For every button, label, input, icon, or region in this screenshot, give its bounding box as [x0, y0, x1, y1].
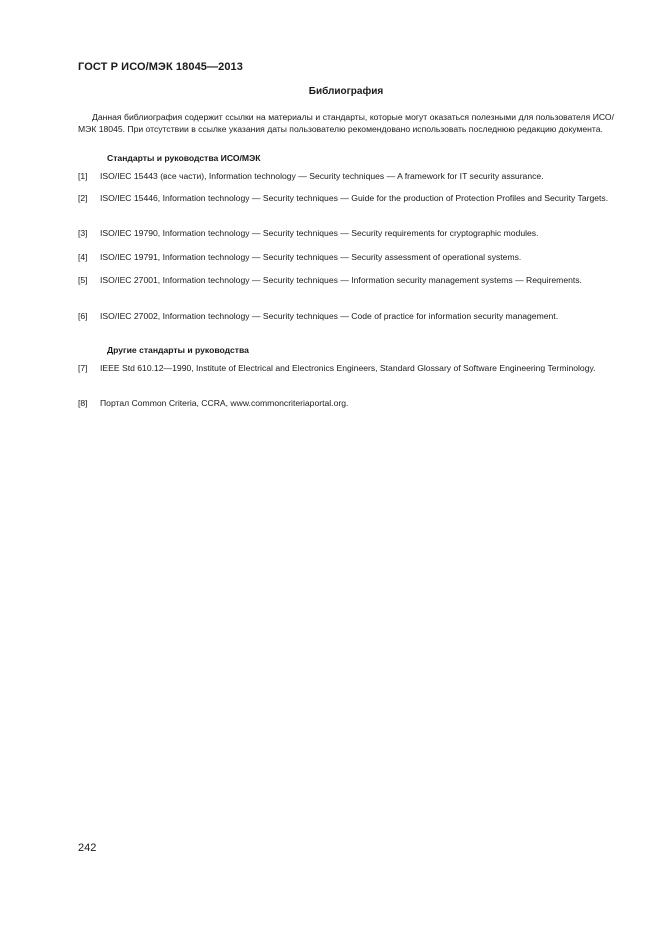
reference-text: ISO/IEC 15446, Information technology — Security techniques — Guide for the production of Protection Profiles and Security Targets. [100, 193, 609, 203]
reference-number: [5] [78, 275, 88, 285]
reference-number: [2] [78, 193, 88, 203]
reference-item [78, 274, 614, 286]
bibliography-title: Библиография [308, 86, 384, 97]
page-number: 242 [78, 842, 97, 854]
reference-item [78, 192, 614, 204]
page-header: ГОСТ Р ИСО/МЭК 18045—2013 [78, 61, 243, 73]
reference-number: [4] [78, 252, 88, 262]
reference-text: ISO/IEC 27002, Information technology — Security techniques — Code of practice for information security management. [100, 311, 559, 321]
reference-text: ISO/IEC 15443 (все части), Information technology — Security techniques — A framework for IT security assurance. [100, 171, 544, 181]
reference-text: ISO/IEC 19791, Information technology — Security techniques — Security assessment of operational systems. [100, 252, 522, 262]
reference-number: [3] [78, 228, 88, 238]
group-heading-other: Другие стандарты и руководства [107, 345, 249, 355]
reference-item [78, 362, 614, 374]
reference-number: [8] [78, 398, 88, 408]
group-heading-iso-iec: Стандарты и руководства ИСО/МЭК [107, 153, 261, 163]
reference-item [78, 251, 614, 263]
reference-number: [1] [78, 171, 88, 181]
reference-text: Портал Common Criteria, CCRA, www.commoncriteriaportal.org. [100, 398, 349, 408]
reference-item [78, 227, 614, 239]
reference-item [78, 310, 614, 322]
reference-item [78, 170, 614, 182]
reference-text: ISO/IEC 19790, Information technology — Security techniques — Security requirements for cryptographic modules. [100, 228, 539, 238]
reference-text: IEEE Std 610.12—1990, Institute of Electrical and Electronics Engineers, Standard Glossary of Software Engineering Terminology. [100, 363, 596, 373]
reference-number: [6] [78, 311, 88, 321]
bibliography-intro: Данная библиография содержит ссылки на материалы и стандарты, которые могут оказаться полезными для пользователя ИСО/МЭК 18045. При отсутствии в ссылке указания даты пользователю рекомендовано использовать последнюю редакцию документа. [78, 112, 614, 134]
reference-text: ISO/IEC 27001, Information technology — Security techniques — Information security management systems — Requirements. [100, 275, 582, 285]
reference-item [78, 397, 614, 409]
reference-number: [7] [78, 363, 88, 373]
